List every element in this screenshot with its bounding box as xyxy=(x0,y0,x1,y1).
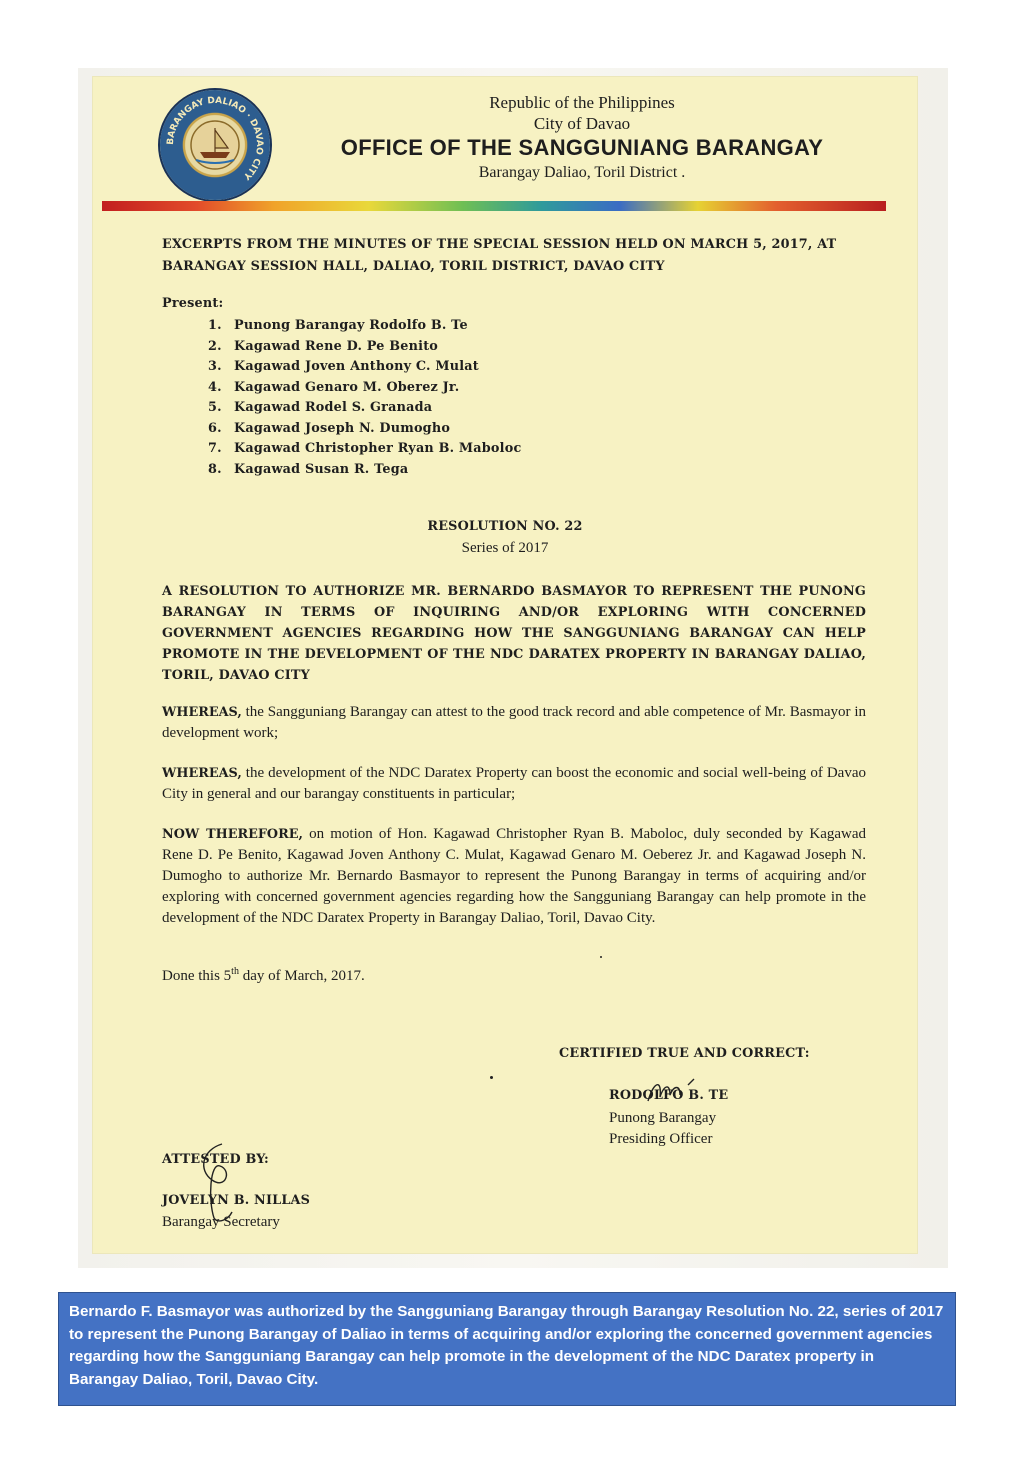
now-therefore-paragraph xyxy=(162,824,866,929)
whereas-paragraph-2 xyxy=(162,763,866,805)
paragraph-keyword: NOW THEREFORE, xyxy=(162,827,303,842)
list-item xyxy=(208,439,521,460)
attendee-name: Kagawad Rene D. Pe Benito xyxy=(234,338,439,354)
paragraph-text: on motion of Hon. Kagawad Christopher Ryan B. Maboloc, duly seconded by Kagawad Rene D. Pe Benito, Kagawad Joven Anthony C. Mulat, Kagawad Genaro M. Oeberez Jr. and Kagawad Joseph N. Dumogho to authorize Mr. Bernardo Basmayor to represent the Punong Barangay in terms of acquiring and/or exploring with concerned government agencies regarding how the Sangguniang Barangay can help promote in the development of the NDC Daratex Property in Barangay Daliao, Toril, Davao City. xyxy=(162,826,866,926)
paragraph-text: the Sangguniang Barangay can attest to the good track record and able competence of Mr. Basmayor in development work; xyxy=(162,704,866,741)
list-number: 4. xyxy=(208,379,222,395)
rainbow-divider xyxy=(102,201,886,211)
attester-title: Barangay Secretary xyxy=(162,1214,280,1230)
attendee-name: Kagawad Susan R. Tega xyxy=(234,461,409,477)
seal-ring xyxy=(160,90,270,200)
done-superscript: th xyxy=(231,966,239,977)
certifier-name: RODOLFO B. TE xyxy=(609,1088,729,1103)
list-number: 2. xyxy=(208,338,222,354)
list-number: 7. xyxy=(208,441,222,456)
list-number: 8. xyxy=(208,461,222,477)
attendee-name: Kagawad Christopher Ryan B. Maboloc xyxy=(234,441,522,456)
done-text-end: day of March, 2017. xyxy=(238,968,365,984)
paragraph-keyword: WHEREAS, xyxy=(162,705,242,720)
list-item xyxy=(208,316,521,337)
list-number: 5. xyxy=(208,400,222,415)
signature-jovelyn-nillas xyxy=(192,1140,248,1224)
caption-box: Bernardo F. Basmayor was authorized by the Sangguniang Barangay through Barangay Resolution No. 22, series of 2017 to represent the Punong Barangay of Daliao in terms of acquiring and/or exploring the concerned government agencies regarding how the Sangguniang Barangay can help promote in the development of the NDC Daratex property in Barangay Daliao, Toril, Davao City. xyxy=(58,1292,956,1406)
scanned-resolution-document xyxy=(92,76,918,1254)
letterhead-line-2: City of Davao xyxy=(533,114,631,133)
resolution-title: A RESOLUTION TO AUTHORIZE MR. BERNARDO BASMAYOR TO REPRESENT THE PUNONG BARANGAY IN TERMS OF INQUIRING AND/OR EXPLORING WITH CONCERNED GOVERNMENT AGENCIES REGARDING HOW THE SANGGUNIANG BARANGAY CAN HELP PROMOTE IN THE DEVELOPMENT OF THE NDC DARATEX PROPERTY IN BARANGAY DALIAO, TORIL, DAVAO CITY xyxy=(162,584,866,683)
list-item xyxy=(208,398,521,419)
resolution-series: Series of 2017 xyxy=(461,540,549,556)
certifier-title-1: Punong Barangay xyxy=(609,1110,717,1126)
list-item xyxy=(208,337,521,358)
attendee-list xyxy=(208,316,521,480)
scan-speck xyxy=(490,1076,493,1079)
done-text-start: Done this 5 xyxy=(162,968,232,984)
office-title: OFFICE OF THE SANGGUNIANG BARANGAY xyxy=(340,135,824,160)
list-item xyxy=(208,419,521,440)
present-label: Present: xyxy=(162,296,224,311)
list-item xyxy=(208,357,521,378)
seal-ring-text: BARANGAY DALIAO · DAVAO CITY xyxy=(165,95,265,182)
letterhead-line-1: Republic of the Philippines xyxy=(489,93,675,112)
list-number: 3. xyxy=(208,359,222,374)
certified-label: CERTIFIED TRUE AND CORRECT: xyxy=(559,1046,810,1061)
minutes-excerpt-heading: EXCERPTS FROM THE MINUTES OF THE SPECIAL SESSION HELD ON MARCH 5, 2017, AT BARANGAY SESSION HALL, DALIAO, TORIL DISTRICT, DAVAO CITY xyxy=(162,237,837,274)
barangay-seal-logo xyxy=(160,90,270,200)
paragraph-keyword: WHEREAS, xyxy=(162,766,242,781)
attendee-name: Kagawad Genaro M. Oberez Jr. xyxy=(234,379,460,395)
list-item xyxy=(208,460,521,481)
resolution-number: RESOLUTION NO. 22 xyxy=(427,519,583,534)
attendee-name: Kagawad Joven Anthony C. Mulat xyxy=(234,359,479,374)
paragraph-text: the development of the NDC Daratex Property can boost the economic and social well-being of Davao City in general and our barangay constituents in particular; xyxy=(162,765,866,802)
letterhead-location: Barangay Daliao, Toril District . xyxy=(478,164,686,181)
whereas-paragraph-1 xyxy=(162,702,866,744)
list-number: 1. xyxy=(208,318,222,333)
attester-name: JOVELYN B. NILLAS xyxy=(162,1193,311,1208)
scan-speck xyxy=(600,956,602,958)
attendee-name: Kagawad Joseph N. Dumogho xyxy=(234,420,451,436)
attested-label: ATTESTED BY: xyxy=(162,1152,269,1167)
letterhead xyxy=(272,92,892,184)
done-date-line xyxy=(162,966,365,985)
list-item xyxy=(208,378,521,399)
attendee-name: Punong Barangay Rodolfo B. Te xyxy=(234,318,468,333)
certifier-title-2: Presiding Officer xyxy=(609,1131,713,1147)
list-number: 6. xyxy=(208,420,222,436)
attendee-name: Kagawad Rodel S. Granada xyxy=(234,400,433,415)
